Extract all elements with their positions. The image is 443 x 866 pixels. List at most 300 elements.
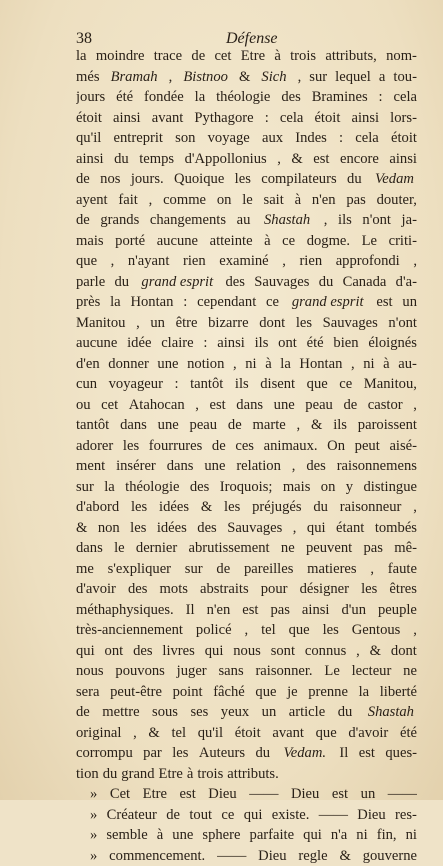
word: existe. <box>272 805 310 826</box>
word: ni <box>363 354 374 375</box>
word: des <box>225 272 244 293</box>
text-line <box>76 272 417 293</box>
word: un <box>262 702 277 723</box>
word: me <box>76 559 94 580</box>
word: Le <box>362 231 377 252</box>
word: distingue <box>363 477 417 498</box>
word: attributs, <box>325 46 376 67</box>
text-line <box>76 354 417 375</box>
text-line <box>76 313 417 334</box>
word: une <box>158 415 179 436</box>
word: Etre <box>143 784 167 805</box>
text-line <box>76 149 417 170</box>
word: , <box>133 723 137 744</box>
word: que <box>76 251 97 272</box>
word: méthaphysiques. <box>76 600 174 621</box>
word: ce <box>266 292 279 313</box>
word: Bistnoo <box>183 67 228 88</box>
word: cet <box>214 46 231 67</box>
word: avant <box>152 108 184 129</box>
word: ne <box>403 661 417 682</box>
word: , <box>149 190 153 211</box>
word: pouvons <box>115 661 164 682</box>
word: les <box>131 497 147 518</box>
word: : <box>203 333 207 354</box>
word: qui <box>244 805 263 826</box>
word: est <box>376 292 392 313</box>
word: Il <box>339 743 348 764</box>
word: du <box>114 149 129 170</box>
word: gouverne <box>363 846 417 866</box>
word: être <box>176 313 198 334</box>
word: bien <box>333 333 358 354</box>
word: disent <box>260 374 295 395</box>
word: , <box>111 251 115 272</box>
word: rien <box>299 251 322 272</box>
word: , <box>351 354 355 375</box>
word: jours <box>76 87 105 108</box>
word: cun <box>76 374 97 395</box>
word: Iroquois; <box>220 477 273 498</box>
word: tout <box>189 805 212 826</box>
word: d'avoir <box>76 579 116 600</box>
word: dans <box>167 456 194 477</box>
text-line <box>76 805 417 826</box>
word: mê- <box>394 538 417 559</box>
word: pas <box>270 600 289 621</box>
word: ils <box>333 415 347 436</box>
text-line <box>76 723 417 744</box>
word: à <box>383 354 389 375</box>
word: abrutissement <box>189 538 270 559</box>
word: on <box>217 190 232 211</box>
word: sans <box>218 661 243 682</box>
word: » <box>90 805 97 826</box>
word: Manitou, <box>364 374 417 395</box>
word: Dieu <box>258 846 286 866</box>
text-line <box>76 784 417 805</box>
word: , <box>413 395 417 416</box>
word: , <box>136 313 140 334</box>
text-line <box>76 682 417 703</box>
word: nom- <box>386 46 417 67</box>
text-line <box>76 518 417 539</box>
word: peut-être <box>110 682 162 703</box>
word: , <box>370 559 374 580</box>
word: les <box>224 497 240 518</box>
word: les <box>123 436 139 457</box>
word: du <box>255 743 270 764</box>
word: —— <box>217 846 246 866</box>
word: ainsi <box>352 108 380 129</box>
text-line <box>76 538 417 559</box>
word: ainsi <box>302 600 330 621</box>
word: mais <box>76 231 104 252</box>
word: criti- <box>389 231 417 252</box>
word: est <box>359 743 375 764</box>
word: pas <box>346 190 365 211</box>
word: ja- <box>402 210 417 231</box>
word: Manitou <box>76 313 125 334</box>
word: , <box>282 251 286 272</box>
word: du <box>114 272 129 293</box>
word: ni <box>245 354 256 375</box>
word: ils <box>338 210 352 231</box>
word: Shastah <box>368 702 414 723</box>
word: Le <box>324 661 339 682</box>
word: douter, <box>377 190 417 211</box>
word: ils <box>255 333 269 354</box>
word: dont <box>259 313 285 334</box>
word: de <box>76 702 90 723</box>
word: & <box>148 723 159 744</box>
word: dans <box>76 538 103 559</box>
word: n'en <box>207 600 231 621</box>
word: comme <box>163 190 206 211</box>
word: la <box>195 87 206 108</box>
word: s'expliquer <box>108 559 171 580</box>
text-line <box>76 436 417 457</box>
word: & <box>370 641 381 662</box>
word: : <box>379 87 383 108</box>
word: semble <box>106 825 147 846</box>
word: n'en <box>312 190 336 211</box>
word: du <box>319 272 334 293</box>
word: Sauvages <box>227 518 282 539</box>
word: d'abord <box>76 497 119 518</box>
word: parle <box>76 272 105 293</box>
word: la <box>76 46 87 67</box>
word: prenne <box>308 682 348 703</box>
word: ce <box>221 805 234 826</box>
word: Bramah <box>111 67 158 88</box>
text-line <box>76 210 417 231</box>
word: de <box>76 210 90 231</box>
word: d'avoir <box>348 723 388 744</box>
word: fin, <box>377 825 397 846</box>
text-line <box>76 169 417 190</box>
word: rien <box>183 251 206 272</box>
word: à <box>274 46 280 67</box>
word: du <box>313 497 328 518</box>
word: donner <box>108 354 149 375</box>
word: cependant <box>197 292 256 313</box>
text-line <box>76 641 417 662</box>
word: & <box>201 497 212 518</box>
word: Vedam <box>375 169 414 190</box>
word: yeux <box>221 702 249 723</box>
word: trois <box>290 46 316 67</box>
word: qu'il <box>198 723 223 744</box>
word: de <box>76 169 90 190</box>
word: Dieu <box>357 805 385 826</box>
word: dernier <box>136 538 177 559</box>
word: On <box>327 436 345 457</box>
word: : <box>265 108 269 129</box>
word: les <box>361 579 377 600</box>
word: temps <box>139 149 174 170</box>
word: raisonner. <box>255 661 312 682</box>
word: le <box>242 190 253 211</box>
word: de <box>216 559 230 580</box>
word: ce <box>339 374 352 395</box>
word: Dieu <box>208 784 236 805</box>
word: ainsi <box>217 333 245 354</box>
word: corrompu <box>76 743 133 764</box>
word: aucune <box>76 333 117 354</box>
word: , <box>356 641 360 662</box>
word: été <box>116 87 133 108</box>
word: juger <box>177 661 207 682</box>
word: été <box>400 723 417 744</box>
word: animaux. <box>264 436 318 457</box>
word: les <box>235 169 251 190</box>
word: étoit <box>76 108 102 129</box>
word: & <box>76 518 87 539</box>
word: dans <box>236 395 263 416</box>
text-line <box>76 743 417 764</box>
word: est <box>313 149 329 170</box>
word: étoit <box>235 723 261 744</box>
word: grand esprit <box>141 272 213 293</box>
word: qui <box>307 518 326 539</box>
word: y <box>346 477 353 498</box>
word: tel <box>261 620 276 641</box>
word: entreprit <box>114 128 163 149</box>
word: a <box>379 67 385 88</box>
word: n'ont <box>362 210 391 231</box>
word: , <box>413 251 417 272</box>
word: tel <box>171 723 186 744</box>
text-line <box>76 846 417 866</box>
word: moindre <box>96 46 145 67</box>
word: tombés <box>375 518 417 539</box>
text-line <box>76 87 417 108</box>
word: des <box>306 456 325 477</box>
word: lors- <box>390 108 417 129</box>
word: raisonneur <box>340 497 402 518</box>
word: sont <box>271 641 295 662</box>
word: sera <box>76 682 100 703</box>
word: notion <box>187 354 224 375</box>
word: une <box>157 354 178 375</box>
word: ont <box>105 641 124 662</box>
word: mais <box>283 477 311 498</box>
word: liberté <box>380 682 417 703</box>
word: , <box>413 497 417 518</box>
word: Atahocan <box>129 395 185 416</box>
word: Shastah <box>264 210 310 231</box>
word: compilateurs <box>261 169 336 190</box>
word: res- <box>395 805 417 826</box>
word: , <box>233 354 237 375</box>
text-line <box>76 46 417 67</box>
word: ment <box>76 456 105 477</box>
word: cela <box>280 108 304 129</box>
word: n'ont <box>388 313 417 334</box>
text-line <box>76 600 417 621</box>
word: la <box>280 354 291 375</box>
word: cela <box>394 87 418 108</box>
word: été <box>307 333 324 354</box>
word: de <box>166 805 180 826</box>
word: aux <box>262 128 283 149</box>
word: de <box>191 46 205 67</box>
word: des <box>281 87 300 108</box>
word: avant <box>272 723 304 744</box>
text-line <box>76 661 417 682</box>
word: més <box>76 67 100 88</box>
word: les <box>130 518 146 539</box>
word: Vedam. <box>283 743 326 764</box>
word: —— <box>388 784 417 805</box>
word: » <box>90 784 97 805</box>
word: cet <box>101 395 118 416</box>
word: regle <box>298 846 327 866</box>
word: attributs. <box>227 764 278 785</box>
word: n'ayant <box>128 251 170 272</box>
word: peau <box>190 415 218 436</box>
word: étoit <box>391 128 417 149</box>
word: ne <box>281 538 295 559</box>
word: original <box>76 723 121 744</box>
word: Gentous <box>352 620 401 641</box>
text-line <box>76 415 417 436</box>
word: & <box>311 415 322 436</box>
word: parfaite <box>250 825 295 846</box>
word: Il <box>186 600 195 621</box>
word: fâché <box>213 682 245 703</box>
word: qui <box>303 825 322 846</box>
word: un <box>150 313 165 334</box>
word: qui <box>205 641 224 662</box>
word: des <box>190 477 209 498</box>
text-line <box>76 456 417 477</box>
text-line <box>76 292 417 313</box>
word: idée <box>127 333 151 354</box>
word: , <box>169 67 173 88</box>
word: préjugés <box>252 497 301 518</box>
word: Etre <box>159 764 183 785</box>
word: ainsi <box>389 149 417 170</box>
word: lequel <box>335 67 371 88</box>
word: bizarre <box>208 313 249 334</box>
word: une <box>204 456 225 477</box>
word: nous <box>76 661 104 682</box>
word: ont <box>278 333 297 354</box>
word: tantôt <box>190 374 223 395</box>
word: d'en <box>76 354 100 375</box>
word: Quoique <box>174 169 224 190</box>
word: un <box>361 784 376 805</box>
word: éloignés <box>368 333 417 354</box>
word: trace <box>154 46 182 67</box>
word: aisé- <box>389 436 417 457</box>
word: : <box>183 292 187 313</box>
word: jours. <box>131 169 164 190</box>
text-line <box>76 825 417 846</box>
word: Auteurs <box>199 743 245 764</box>
word: grands <box>100 210 139 231</box>
word: de <box>228 415 242 436</box>
word: fondée <box>144 87 184 108</box>
word: étoit <box>314 108 340 129</box>
word: ainsi <box>113 108 141 129</box>
word: Sauvages <box>254 272 309 293</box>
word: voyageur <box>109 374 163 395</box>
word: article <box>289 702 325 723</box>
word: , <box>277 149 281 170</box>
word: commencement. <box>109 846 205 866</box>
word: que <box>255 682 276 703</box>
word: , <box>293 518 297 539</box>
word: cela <box>355 128 379 149</box>
word: sur <box>309 67 327 88</box>
word: près <box>76 292 100 313</box>
word: Créateur <box>107 805 157 826</box>
word: point <box>173 682 203 703</box>
word: Sich <box>261 67 286 88</box>
word: à <box>265 354 271 375</box>
text-line <box>76 108 417 129</box>
word: & <box>239 67 250 88</box>
word: des <box>133 641 152 662</box>
word: des <box>128 579 147 600</box>
word: la <box>359 682 370 703</box>
word: examiné <box>219 251 268 272</box>
text-line <box>76 702 417 723</box>
word: d'a- <box>396 272 417 293</box>
word: sphere <box>202 825 240 846</box>
word: porté <box>115 231 145 252</box>
word: faute <box>388 559 417 580</box>
word: de <box>212 436 226 457</box>
word: grand <box>121 764 154 785</box>
word: qu'il <box>76 128 101 149</box>
text-line <box>76 190 417 211</box>
word: pour <box>261 579 288 600</box>
word: au <box>237 210 251 231</box>
word: Pythagore <box>194 108 253 129</box>
word: peut <box>355 436 380 457</box>
word: Cet <box>110 784 130 805</box>
word: une <box>172 825 193 846</box>
word: les <box>296 313 312 334</box>
word: » <box>90 825 97 846</box>
word: pas <box>363 538 382 559</box>
word: ques- <box>385 743 417 764</box>
word: son <box>175 128 195 149</box>
word: dans <box>120 415 147 436</box>
word: sur <box>76 477 94 498</box>
word: par <box>143 743 162 764</box>
word: relation <box>236 456 281 477</box>
word: Indes <box>295 128 327 149</box>
text-line <box>76 559 417 580</box>
word: raisonnemens <box>337 456 417 477</box>
word: idées <box>157 518 187 539</box>
word: tion <box>76 764 99 785</box>
word: dogme. <box>307 231 350 252</box>
word: à <box>187 764 193 785</box>
word: fourrures <box>149 436 203 457</box>
text-line <box>76 620 417 641</box>
word: fait <box>118 190 137 211</box>
word: mots <box>160 579 188 600</box>
word: peuple <box>378 600 417 621</box>
word: les <box>172 743 188 764</box>
word: adorer <box>76 436 113 457</box>
